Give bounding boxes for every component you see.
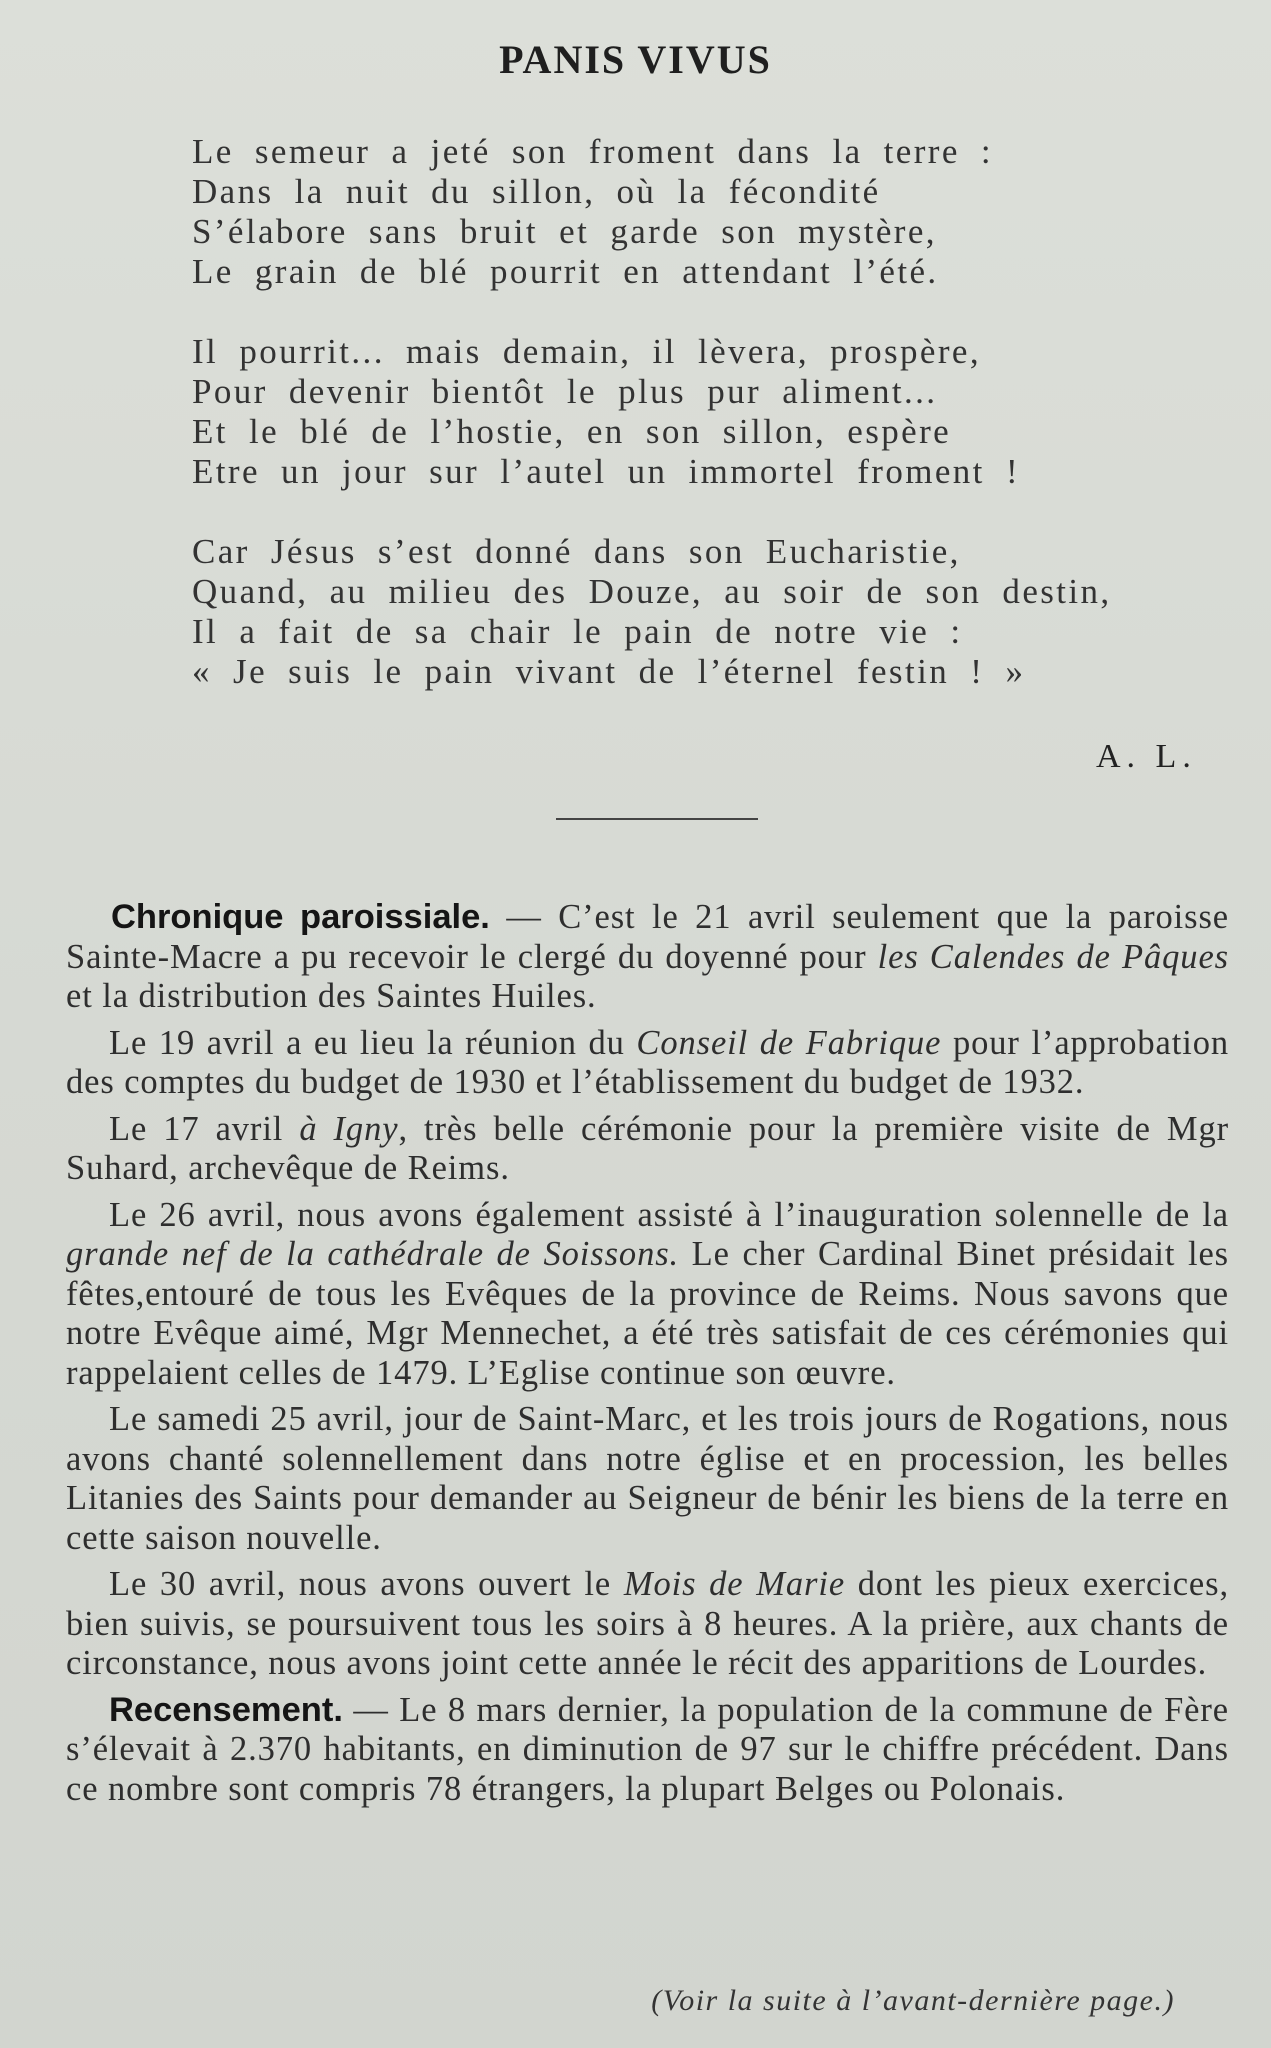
chronicle-paragraph bbox=[66, 1024, 1229, 1103]
poem-line: Etre un jour sur l’autel un immortel froment ! bbox=[192, 452, 1021, 491]
poem-signature: A. L. bbox=[1096, 738, 1197, 775]
poem-line: Pour devenir bientôt le plus pur aliment... bbox=[192, 372, 938, 411]
paragraph-text: Le cher Cardinal Binet présidait les fêtes,entouré de tous les Evêques de la province de Reims. Nous savons que notre Evêque aimé, Mgr Mennechet, a été très satisfait de ces cérémonies qui rappelaient celles de 1479. L’Eglise continue son œuvre. bbox=[66, 1235, 1229, 1392]
chronicle-paragraph bbox=[66, 1196, 1229, 1394]
poem-line: « Je suis le pain vivant de l’éternel festin ! » bbox=[192, 652, 1026, 691]
chronicle-section bbox=[66, 898, 1229, 1816]
census-paragraph bbox=[66, 1691, 1229, 1810]
paragraph-text: Le 17 avril bbox=[109, 1109, 300, 1148]
chronicle-paragraph bbox=[66, 898, 1229, 1017]
italic-text: Conseil de Fabrique bbox=[636, 1023, 942, 1062]
poem-line: Il a fait de sa chair le pain de notre vie : bbox=[192, 612, 963, 651]
poem bbox=[192, 132, 1152, 732]
italic-text: Mois de Marie bbox=[623, 1565, 846, 1603]
census-heading: Recensement. bbox=[109, 1690, 343, 1729]
italic-text: à Igny bbox=[299, 1109, 399, 1148]
paragraph-text: — C’est le 21 avril seulement que la paroisse Sainte-Macre a pu recevoir le clergé du doyenné pour bbox=[66, 898, 1229, 976]
italic-text: les Calendes de Pâques bbox=[877, 937, 1229, 976]
paragraph-text: — Le 8 mars dernier, la population de la commune de Fère s’élevait à 2.370 habitants, en diminution de 97 sur le chiffre précédent. Dans ce nombre sont compris 78 étrangers, la plupart Belges ou Polonais. bbox=[66, 1690, 1229, 1808]
poem-stanza bbox=[192, 132, 1152, 292]
chronicle-heading: Chronique paroissiale. bbox=[111, 898, 490, 936]
page-title: PANIS VIVUS bbox=[499, 37, 772, 82]
section-divider bbox=[556, 818, 758, 820]
continuation-note: (Voir la suite à l’avant-dernière page.) bbox=[651, 1984, 1175, 2017]
paragraph-text: Le 19 avril a eu lieu la réunion du bbox=[109, 1023, 637, 1062]
poem-line: Et le blé de l’hostie, en son sillon, espère bbox=[192, 412, 952, 451]
chronicle-paragraph bbox=[66, 1565, 1229, 1684]
italic-text: grande nef de la cathédrale de Soissons. bbox=[66, 1235, 680, 1273]
paragraph-text: Le 30 avril, nous avons ouvert le bbox=[109, 1565, 624, 1603]
chronicle-paragraph: Le samedi 25 avril, jour de Saint-Marc, et les trois jours de Rogations, nous avons chanté solennellement dans notre église et en procession, les belles Litanies des Saints pour demander au Seigneur de bénir les biens de la terre en cette saison nouvelle. bbox=[66, 1400, 1229, 1557]
chronicle-paragraph bbox=[66, 1110, 1229, 1189]
poem-stanza bbox=[192, 332, 1152, 492]
poem-line: Le semeur a jeté son froment dans la terre : bbox=[192, 132, 994, 171]
poem-line: Car Jésus s’est donné dans son Eucharistie, bbox=[192, 532, 961, 571]
paragraph-text: et la distribution des Saintes Huiles. bbox=[66, 977, 597, 1015]
poem-line: Dans la nuit du sillon, où la fécondité bbox=[192, 172, 881, 211]
poem-stanza bbox=[192, 532, 1152, 692]
poem-line: Il pourrit... mais demain, il lèvera, prospère, bbox=[192, 332, 981, 371]
paragraph-text: dont les pieux exercices, bien suivis, se poursuivent tous les soirs à 8 heures. A la prière, aux chants de circonstance, nous avons joint cette année le récit des apparitions de Lourdes. bbox=[66, 1565, 1229, 1682]
paragraph-text: Le 26 avril, nous avons également assisté à l’inauguration solennelle de la bbox=[109, 1195, 1229, 1234]
paragraph-text: , très belle cérémonie pour la première visite de Mgr Suhard, archevêque de Reims. bbox=[66, 1109, 1229, 1187]
paragraph-text: pour l’approbation des comptes du budget de 1930 et l’établissement du budget de 1932. bbox=[66, 1023, 1230, 1101]
poem-line: Le grain de blé pourrit en attendant l’été. bbox=[192, 252, 939, 291]
poem-line: Quand, au milieu des Douze, au soir de son destin, bbox=[192, 572, 1112, 611]
poem-line: S’élabore sans bruit et garde son mystère, bbox=[192, 212, 937, 251]
